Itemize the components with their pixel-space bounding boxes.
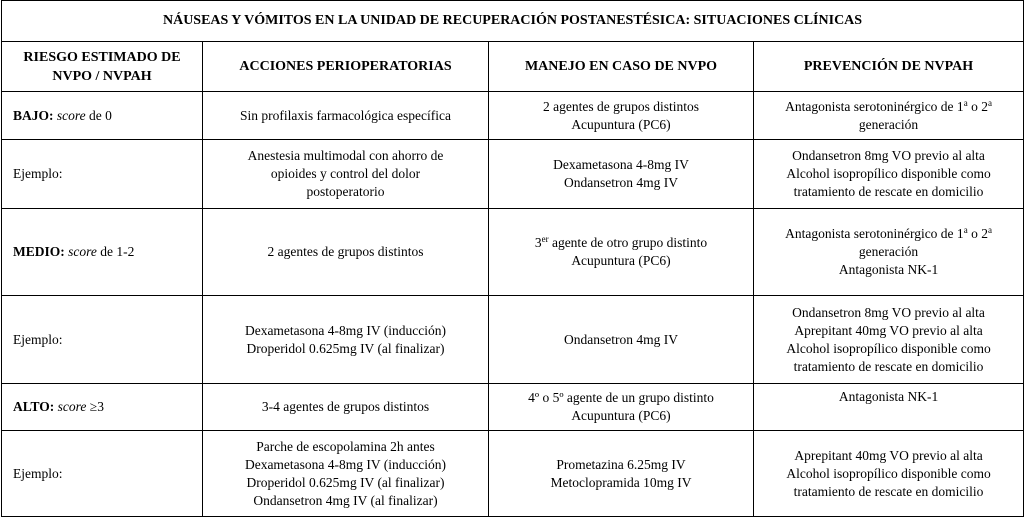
text-fragment: o 2 <box>971 226 988 241</box>
score-value: de 0 <box>89 107 112 123</box>
cell-line: Ondansetron 8mg VO previo al alta <box>792 148 985 163</box>
superscript: a <box>963 225 968 235</box>
cell-line: tratamiento de rescate en domicilio <box>793 483 984 499</box>
score-word: score <box>56 107 86 123</box>
score-word: score <box>68 244 97 259</box>
cell-line <box>760 225 1017 243</box>
risk-level: MEDIO: <box>13 244 65 259</box>
title-row <box>2 1 1024 42</box>
acciones-cell <box>203 296 489 384</box>
cell-line: tratamiento de rescate en domicilio <box>793 184 984 199</box>
acciones-cell: 2 agentes de grupos distintos <box>203 209 489 296</box>
cell-line: Acupuntura (PC6) <box>571 253 671 268</box>
prevencion-cell <box>754 140 1024 209</box>
cell-line: Parche de escopolamina 2h antes <box>256 438 435 454</box>
manejo-cell <box>489 209 754 296</box>
risk-level: BAJO: <box>13 107 54 123</box>
cell-line: Ondansetron 4mg IV (al finalizar) <box>253 492 438 508</box>
table-row-bajo <box>2 92 1024 140</box>
text-fragment: Antagonista serotoninérgico de 1 <box>785 98 964 114</box>
text-fragment: 3 <box>534 235 542 250</box>
cell-line: Alcohol isopropílico disponible como <box>786 465 991 481</box>
prevencion-cell <box>754 92 1024 140</box>
risk-cell-bajo <box>2 92 203 140</box>
header-acciones: ACCIONES PERIOPERATORIAS <box>203 42 489 92</box>
manejo-cell <box>489 431 754 517</box>
manejo-cell: Ondansetron 4mg IV <box>489 296 754 384</box>
superscript: a <box>963 97 968 108</box>
manejo-cell <box>489 92 754 140</box>
cell-line: tratamiento de rescate en domicilio <box>793 358 984 374</box>
cell-line: Alcohol isopropílico disponible como <box>786 340 991 356</box>
manejo-cell <box>489 384 754 431</box>
cell-line: postoperatorio <box>306 184 385 199</box>
table-row-medio <box>2 209 1024 296</box>
risk-cell-alto <box>2 384 203 431</box>
text-fragment: o 2 <box>971 98 988 114</box>
header-row <box>2 42 1024 92</box>
table-title: NÁUSEAS Y VÓMITOS EN LA UNIDAD DE RECUPERACIÓN POSTANESTÉSICA: SITUACIONES CLÍNICAS <box>2 1 1024 42</box>
acciones-cell <box>203 140 489 209</box>
cell-line: 2 agentes de grupos distintos <box>543 98 699 114</box>
risk-cell-medio <box>2 209 203 296</box>
manejo-cell <box>489 140 754 209</box>
ejemplo-label: Ejemplo: <box>2 431 203 517</box>
prevencion-cell <box>754 431 1024 517</box>
prevencion-cell: Antagonista NK-1 <box>754 384 1024 431</box>
cell-line: Ondansetron 4mg IV <box>564 175 678 190</box>
text-fragment: Antagonista serotoninérgico de 1 <box>785 226 964 241</box>
cell-line: 4º o 5º agente de un grupo distinto <box>528 390 714 405</box>
cell-line: Acupuntura (PC6) <box>571 408 671 423</box>
cell-line: Antagonista NK-1 <box>838 262 939 277</box>
ejemplo-label: Ejemplo: <box>2 140 203 209</box>
header-riesgo-line1: RIESGO ESTIMADO DE <box>23 49 181 65</box>
cell-line <box>495 234 747 252</box>
cell-line: Alcohol isopropílico disponible como <box>786 166 991 181</box>
prevencion-cell <box>754 209 1024 296</box>
cell-line: Aprepitant 40mg VO previo al alta <box>794 322 983 338</box>
score-word: score <box>57 399 87 414</box>
cell-line: Metoclopramida 10mg IV <box>550 474 692 490</box>
nvpo-clinical-table <box>1 0 1024 517</box>
cell-line: Droperidol 0.625mg IV (al finalizar) <box>246 340 445 356</box>
cell-line: Dexametasona 4-8mg IV (inducción) <box>244 322 447 338</box>
header-prevencion: PREVENCIÓN DE NVPAH <box>754 42 1024 92</box>
acciones-cell <box>203 431 489 517</box>
superscript: a <box>987 97 992 108</box>
cell-line: generación <box>858 244 919 259</box>
acciones-cell: 3-4 agentes de grupos distintos <box>203 384 489 431</box>
table-row-bajo-ejemplo <box>2 140 1024 209</box>
text-fragment: agente de otro grupo distinto <box>551 235 708 250</box>
ejemplo-label: Ejemplo: <box>2 296 203 384</box>
acciones-cell: Sin profilaxis farmacológica específica <box>203 92 489 140</box>
table-row-alto-ejemplo <box>2 431 1024 517</box>
cell-line: Ondansetron 8mg VO previo al alta <box>792 304 985 320</box>
table-row-medio-ejemplo <box>2 296 1024 384</box>
table-row-alto <box>2 384 1024 431</box>
superscript: er <box>541 234 549 244</box>
prevencion-cell <box>754 296 1024 384</box>
cell-line: generación <box>858 116 919 132</box>
cell-line: Dexametasona 4-8mg IV (inducción) <box>244 456 447 472</box>
superscript: a <box>987 225 992 235</box>
header-riesgo <box>2 42 203 92</box>
risk-level: ALTO: <box>13 399 55 414</box>
header-manejo: MANEJO EN CASO DE NVPO <box>489 42 754 92</box>
score-value: ≥3 <box>89 399 104 414</box>
cell-line: Droperidol 0.625mg IV (al finalizar) <box>246 474 445 490</box>
cell-line: Dexametasona 4-8mg IV <box>553 157 689 172</box>
score-value: de 1-2 <box>100 244 135 259</box>
cell-line: Aprepitant 40mg VO previo al alta <box>794 447 983 463</box>
cell-line <box>760 98 1017 116</box>
cell-line: Anestesia multimodal con ahorro de <box>247 148 444 163</box>
header-riesgo-line2: NVPO / NVPAH <box>52 68 152 84</box>
cell-line: opioides y control del dolor <box>270 166 421 181</box>
cell-line: Prometazina 6.25mg IV <box>556 456 686 472</box>
cell-line: Acupuntura (PC6) <box>571 116 671 132</box>
